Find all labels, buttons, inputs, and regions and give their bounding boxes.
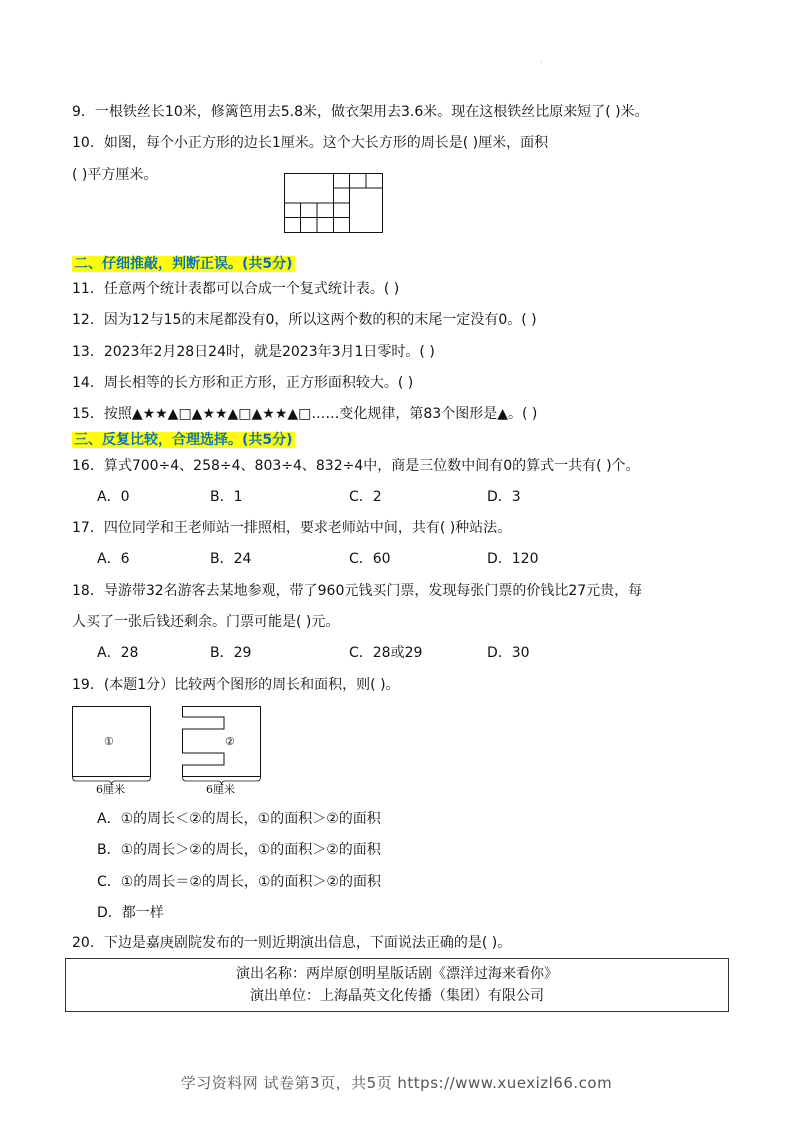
q18-option-c: C．28或29 (349, 645, 423, 661)
section-3-title: 三、反复比较，合理选择。(共5分) (74, 432, 293, 448)
q18-option-d: D．30 (487, 645, 530, 661)
question-14: 14．周长相等的长方形和正方形，正方形面积较大。( ) (72, 375, 414, 391)
q16-option-a: A．0 (97, 489, 130, 505)
q17-option-c: C．60 (349, 551, 391, 567)
question-18-line-1: 18．导游带32名游客去某地参观，带了960元钱买门票，发现每张门票的价钱比27元贵，每 (72, 583, 643, 599)
q19-figure-1-label: ① (104, 735, 114, 748)
section-2-heading (72, 254, 295, 274)
question-9: 9．一根铁丝长10米，修篱笆用去5.8米，做衣架用去3.6米。现在这根铁丝比原来短了( )米。 (72, 104, 649, 120)
section-3-heading (72, 430, 295, 450)
question-18-line-2: 人买了一张后钱还剩余。门票可能是( )元。 (72, 614, 340, 630)
q18-option-b: B．29 (210, 645, 252, 661)
question-20: 20．下边是嘉庚剧院发布的一则近期演出信息，下面说法正确的是( )。 (72, 935, 512, 951)
page-footer: 学习资料网 试卷第3页，共5页 https://www.xuexizl66.com (180, 1074, 613, 1092)
question-13: 13．2023年2月28日24时，就是2023年3月1日零时。( ) (72, 344, 435, 360)
q16-option-c: C．2 (349, 489, 382, 505)
q19-option-b: B．①的周长＞②的周长，①的面积＞②的面积 (97, 842, 381, 858)
question-15: 15．按照▲★★▲□▲★★▲□▲★★▲□……变化规律，第83个图形是▲。( ) (72, 406, 538, 422)
q18-option-a: A．28 (97, 645, 139, 661)
question-10-line-1: 10．如图，每个小正方形的边长1厘米。这个大长方形的周长是( )厘米，面积 (72, 135, 549, 151)
q19-option-a: A．①的周长＜②的周长，①的面积＞②的面积 (97, 811, 381, 827)
question-11: 11．任意两个统计表都可以合成一个复式统计表。( ) (72, 281, 400, 297)
question-12: 12．因为12与15的末尾都没有0，所以这两个数的积的末尾一定没有0。( ) (72, 312, 537, 328)
question-16: 16．算式700÷4、258÷4、803÷4、832÷4中，商是三位数中间有0的算式一共有( )个。 (72, 458, 640, 474)
q20-info-line-1: 演出名称：两岸原创明星版话剧《漂洋过海来看你》 (236, 966, 558, 982)
q20-info-box (65, 958, 729, 1012)
q20-info-line-2: 演出单位：上海晶英文化传播（集团）有限公司 (250, 988, 544, 1004)
q19-figure-1-dimension: 6厘米 (96, 783, 125, 796)
section-2-title: 二、仔细推敲，判断正误。(共5分) (74, 256, 293, 272)
question-10-line-2: ( )平方厘米。 (72, 167, 158, 183)
q19-figure-2-dimension: 6厘米 (206, 783, 235, 796)
q19-option-d: D．都一样 (97, 905, 164, 921)
q10-grid-figure (284, 173, 384, 234)
q19-figure-2-label: ② (225, 735, 235, 748)
q17-option-a: A．6 (97, 551, 130, 567)
question-17: 17．四位同学和王老师站一排照相，要求老师站中间，共有( )种站法。 (72, 520, 512, 536)
question-19: 19．(本题1分）比较两个图形的周长和面积，则( )。 (72, 677, 400, 693)
top-mark: · (540, 58, 543, 67)
q16-option-b: B．1 (210, 489, 243, 505)
q17-option-d: D．120 (487, 551, 539, 567)
q17-option-b: B．24 (210, 551, 252, 567)
q19-option-c: C．①的周长＝②的周长，①的面积＞②的面积 (97, 874, 381, 890)
q16-option-d: D．3 (487, 489, 521, 505)
